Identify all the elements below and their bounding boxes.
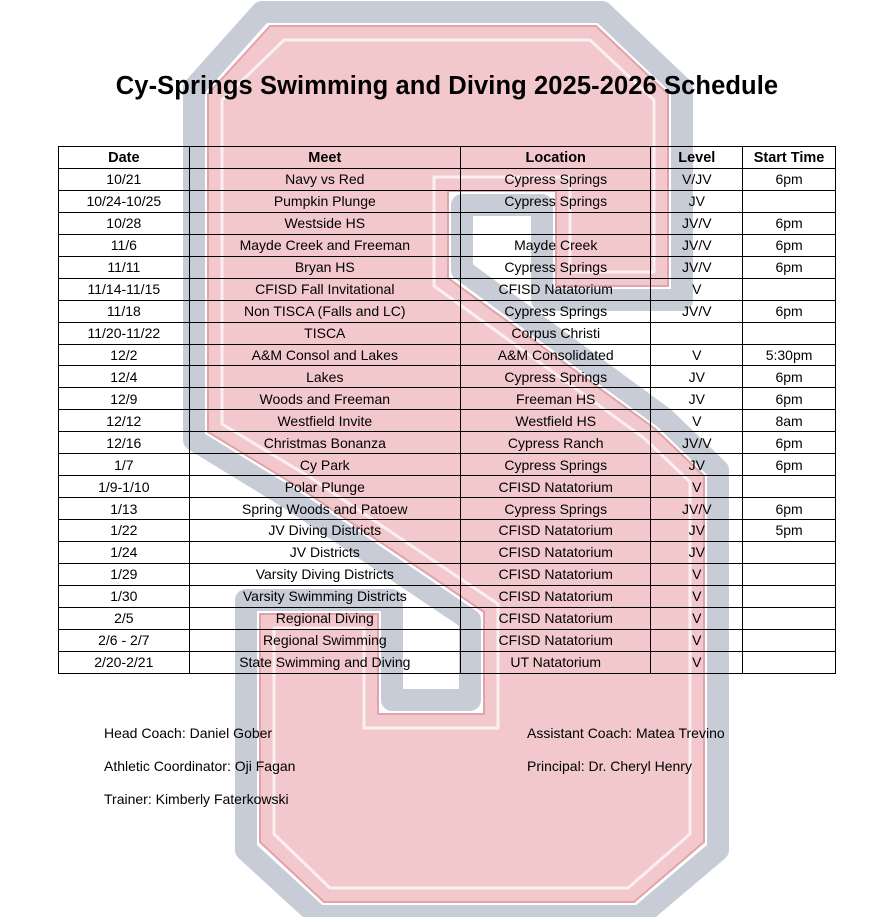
meet-cell: Woods and Freeman	[189, 388, 460, 410]
meet-cell: Regional Diving	[189, 607, 460, 629]
date-cell: 11/11	[59, 256, 190, 278]
start-time-cell: 6pm	[743, 234, 836, 256]
table-row	[59, 366, 836, 388]
table-row	[59, 541, 836, 563]
meet-cell: State Swimming and Diving	[189, 651, 460, 673]
level-cell: V	[651, 410, 743, 432]
level-cell: JV/V	[651, 300, 743, 322]
location-cell: CFISD Natatorium	[460, 607, 651, 629]
start-time-cell: 6pm	[743, 432, 836, 454]
level-cell: V	[651, 629, 743, 651]
meet-cell: Polar Plunge	[189, 476, 460, 498]
location-cell: CFISD Natatorium	[460, 563, 651, 585]
date-cell: 1/29	[59, 563, 190, 585]
start-time-cell: 6pm	[743, 454, 836, 476]
location-cell: CFISD Natatorium	[460, 278, 651, 300]
location-cell: CFISD Natatorium	[460, 585, 651, 607]
table-row	[59, 212, 836, 234]
date-cell: 11/18	[59, 300, 190, 322]
location-cell: A&M Consolidated	[460, 344, 651, 366]
location-cell: CFISD Natatorium	[460, 629, 651, 651]
date-cell: 1/9-1/10	[59, 476, 190, 498]
table-row	[59, 190, 836, 212]
table-row	[59, 585, 836, 607]
date-cell: 1/30	[59, 585, 190, 607]
meet-cell: Pumpkin Plunge	[189, 190, 460, 212]
table-row	[59, 520, 836, 542]
level-cell: JV/V	[651, 212, 743, 234]
meet-cell: Varsity Swimming Districts	[189, 585, 460, 607]
column-header-level: Level	[651, 147, 743, 169]
level-cell: JV	[651, 190, 743, 212]
date-cell: 1/13	[59, 498, 190, 520]
meet-cell: TISCA	[189, 322, 460, 344]
location-cell: Westfield HS	[460, 410, 651, 432]
meet-cell: Spring Woods and Patoew	[189, 498, 460, 520]
table-row	[59, 563, 836, 585]
meet-cell: Regional Swimming	[189, 629, 460, 651]
start-time-cell	[743, 629, 836, 651]
level-cell: V/JV	[651, 169, 743, 191]
start-time-cell	[743, 585, 836, 607]
level-cell: V	[651, 476, 743, 498]
table-row	[59, 300, 836, 322]
level-cell: V	[651, 278, 743, 300]
start-time-cell: 5pm	[743, 520, 836, 542]
principal-text: Principal: Dr. Cheryl Henry	[527, 758, 692, 774]
table-row	[59, 629, 836, 651]
location-cell: UT Natatorium	[460, 651, 651, 673]
schedule-table	[58, 146, 836, 674]
meet-cell: JV Diving Districts	[189, 520, 460, 542]
meet-cell: Lakes	[189, 366, 460, 388]
date-cell: 11/14-11/15	[59, 278, 190, 300]
meet-cell: Westside HS	[189, 212, 460, 234]
table-row	[59, 234, 836, 256]
start-time-cell	[743, 278, 836, 300]
meet-cell: Bryan HS	[189, 256, 460, 278]
column-header-date: Date	[59, 147, 190, 169]
level-cell: JV/V	[651, 234, 743, 256]
start-time-cell: 5:30pm	[743, 344, 836, 366]
location-cell: Freeman HS	[460, 388, 651, 410]
table-row	[59, 410, 836, 432]
table-row	[59, 607, 836, 629]
level-cell: V	[651, 607, 743, 629]
start-time-cell	[743, 563, 836, 585]
location-cell: Cypress Springs	[460, 454, 651, 476]
location-cell: Cypress Ranch	[460, 432, 651, 454]
date-cell: 1/22	[59, 520, 190, 542]
level-cell: V	[651, 563, 743, 585]
level-cell: JV	[651, 541, 743, 563]
start-time-cell: 8am	[743, 410, 836, 432]
location-cell: Cypress Springs	[460, 366, 651, 388]
location-cell: Cypress Springs	[460, 169, 651, 191]
level-cell: JV/V	[651, 432, 743, 454]
table-row	[59, 322, 836, 344]
table-row	[59, 476, 836, 498]
meet-cell: A&M Consol and Lakes	[189, 344, 460, 366]
start-time-cell: 6pm	[743, 169, 836, 191]
meet-cell: Varsity Diving Districts	[189, 563, 460, 585]
location-cell: Cypress Springs	[460, 190, 651, 212]
date-cell: 1/7	[59, 454, 190, 476]
column-header-location: Location	[460, 147, 651, 169]
date-cell: 10/24-10/25	[59, 190, 190, 212]
start-time-cell: 6pm	[743, 388, 836, 410]
date-cell: 11/6	[59, 234, 190, 256]
table-row	[59, 432, 836, 454]
level-cell: V	[651, 585, 743, 607]
level-cell: JV	[651, 454, 743, 476]
level-cell: JV	[651, 388, 743, 410]
level-cell: V	[651, 344, 743, 366]
start-time-cell	[743, 607, 836, 629]
column-header-start-time: Start Time	[743, 147, 836, 169]
date-cell: 12/16	[59, 432, 190, 454]
meet-cell: Navy vs Red	[189, 169, 460, 191]
location-cell	[460, 212, 651, 234]
level-cell: V	[651, 651, 743, 673]
date-cell: 2/20-2/21	[59, 651, 190, 673]
table-row	[59, 169, 836, 191]
table-row	[59, 256, 836, 278]
table-row	[59, 388, 836, 410]
table-row	[59, 498, 836, 520]
location-cell: Corpus Christi	[460, 322, 651, 344]
start-time-cell	[743, 476, 836, 498]
date-cell: 1/24	[59, 541, 190, 563]
date-cell: 10/21	[59, 169, 190, 191]
meet-cell: Christmas Bonanza	[189, 432, 460, 454]
start-time-cell	[743, 190, 836, 212]
location-cell: Cypress Springs	[460, 256, 651, 278]
location-cell: Mayde Creek	[460, 234, 651, 256]
date-cell: 12/4	[59, 366, 190, 388]
level-cell: JV/V	[651, 256, 743, 278]
location-cell: Cypress Springs	[460, 498, 651, 520]
start-time-cell: 6pm	[743, 300, 836, 322]
table-row	[59, 344, 836, 366]
meet-cell: JV Districts	[189, 541, 460, 563]
date-cell: 2/6 - 2/7	[59, 629, 190, 651]
date-cell: 2/5	[59, 607, 190, 629]
meet-cell: CFISD Fall Invitational	[189, 278, 460, 300]
date-cell: 12/9	[59, 388, 190, 410]
start-time-cell: 6pm	[743, 366, 836, 388]
schedule-body	[59, 169, 836, 674]
location-cell: CFISD Natatorium	[460, 520, 651, 542]
start-time-cell: 6pm	[743, 256, 836, 278]
trainer-text: Trainer: Kimberly Faterkowski	[104, 791, 289, 807]
date-cell: 12/2	[59, 344, 190, 366]
level-cell: JV	[651, 366, 743, 388]
level-cell	[651, 322, 743, 344]
level-cell: JV	[651, 520, 743, 542]
table-row	[59, 454, 836, 476]
meet-cell: Cy Park	[189, 454, 460, 476]
table-row	[59, 651, 836, 673]
start-time-cell	[743, 651, 836, 673]
start-time-cell: 6pm	[743, 498, 836, 520]
start-time-cell	[743, 322, 836, 344]
column-header-meet: Meet	[189, 147, 460, 169]
meet-cell: Mayde Creek and Freeman	[189, 234, 460, 256]
assistant-coach-text: Assistant Coach: Matea Trevino	[527, 725, 725, 741]
date-cell: 12/12	[59, 410, 190, 432]
start-time-cell: 6pm	[743, 212, 836, 234]
date-cell: 11/20-11/22	[59, 322, 190, 344]
meet-cell: Non TISCA (Falls and LC)	[189, 300, 460, 322]
start-time-cell	[743, 541, 836, 563]
table-header-row	[59, 147, 836, 169]
head-coach-text: Head Coach: Daniel Gober	[104, 725, 273, 741]
page-title: Cy-Springs Swimming and Diving 2025-2026 Schedule	[115, 72, 779, 100]
location-cell: CFISD Natatorium	[460, 476, 651, 498]
location-cell: Cypress Springs	[460, 300, 651, 322]
athletic-coordinator-text: Athletic Coordinator: Oji Fagan	[104, 758, 296, 774]
table-row	[59, 278, 836, 300]
meet-cell: Westfield Invite	[189, 410, 460, 432]
level-cell: JV/V	[651, 498, 743, 520]
location-cell: CFISD Natatorium	[460, 541, 651, 563]
date-cell: 10/28	[59, 212, 190, 234]
